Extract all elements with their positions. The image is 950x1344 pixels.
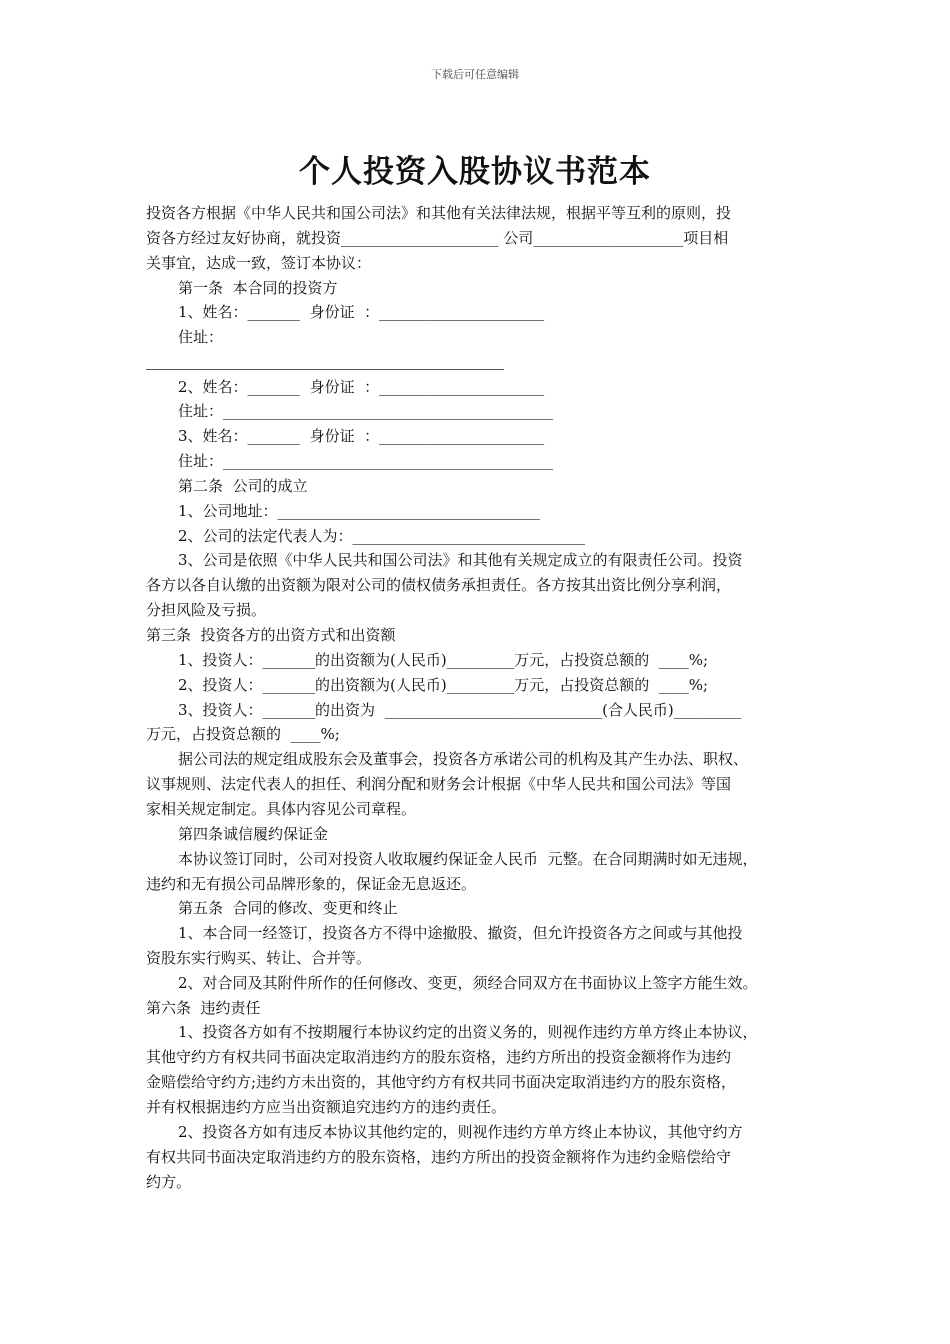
text-line: 1、投资人：_______的出资额为(人民币)_________万元，占投资总额的 ____%; xyxy=(178,651,709,669)
section-heading: 第三条 投资各方的出资方式和出资额 xyxy=(146,626,396,644)
text-line: 万元，占投资总额的 ____%; xyxy=(146,725,340,743)
text-line: 投资各方根据《中华人民共和国公司法》和其他有关法律法规，根据平等互利的原则，投 xyxy=(146,204,732,222)
text-line: 违约和无有损公司品牌形象的，保证金无息返还。 xyxy=(146,875,477,893)
investor-3-line: 3、姓名：_______ 身份证 ：______________________ xyxy=(178,427,545,445)
text-line: 1、公司地址：___________________________________ xyxy=(178,502,541,520)
section-heading: 第一条 本合同的投资方 xyxy=(178,279,338,297)
text-line: 2、公司的法定代表人为：_______________________________ xyxy=(178,527,586,545)
investor-1-line: 1、姓名：_______ 身份证 ：______________________ xyxy=(178,303,545,321)
investor-1-address: 住址： xyxy=(178,328,224,346)
page-header-note: 下载后可任意编辑 xyxy=(431,68,519,81)
text-line: 金赔偿给守约方;违约方未出资的，其他守约方有权共同书面决定取消违约方的股东资格， xyxy=(146,1073,737,1091)
text-line: 3、公司是依照《中华人民共和国公司法》和其他有关规定成立的有限责任公司。投资 xyxy=(178,551,743,569)
text-line: 有权共同书面决定取消违约方的股东资格，违约方所出的投资金额将作为违约金赔偿给守 xyxy=(146,1148,732,1166)
text-line: 资股东实行购买、转让、合并等。 xyxy=(146,949,372,967)
document-title: 个人投资入股协议书范本 xyxy=(299,154,651,190)
text-line: 分担风险及亏损。 xyxy=(146,601,267,619)
text-line: 资各方经过友好协商，就投资_____________________ 公司____________________项目相 xyxy=(146,229,729,247)
text-line: 并有权根据违约方应当出资额追究违约方的违约责任。 xyxy=(146,1098,507,1116)
address-underline xyxy=(146,369,504,370)
section-heading: 第二条 公司的成立 xyxy=(178,477,308,495)
text-line: 2、对合同及其附件所作的任何修改、变更，须经合同双方在书面协议上签字方能生效。 xyxy=(178,974,758,992)
text-line: 约方。 xyxy=(146,1173,192,1191)
section-heading: 第六条 违约责任 xyxy=(146,999,261,1017)
text-line: 2、投资人：_______的出资额为(人民币)_________万元，占投资总额的 ____%; xyxy=(178,676,709,694)
text-line: 1、本合同一经签订，投资各方不得中途撤股、撤资，但允许投资各方之间或与其他投 xyxy=(178,924,743,942)
investor-2-address: 住址：____________________________________________ xyxy=(178,402,554,420)
section-heading: 第四条诚信履约保证金 xyxy=(178,825,329,843)
text-line: 各方以各自认缴的出资额为限对公司的债权债务承担责任。各方按其出资比例分享利润， xyxy=(146,576,732,594)
text-line: 本协议签订同时，公司对投资人收取履约保证金人民币 元整。在合同期满时如无违规， xyxy=(178,850,758,868)
text-line: 议事规则、法定代表人的担任、利润分配和财务会计根据《中华人民共和国公司法》等国 xyxy=(146,775,732,793)
text-line: 据公司法的规定组成股东会及董事会，投资各方承诺公司的机构及其产生办法、职权、 xyxy=(178,750,749,768)
text-line: 家相关规定制定。具体内容见公司章程。 xyxy=(146,800,417,818)
text-line: 3、投资人：_______的出资为 _____________________________(合人民币)_________ xyxy=(178,701,742,719)
text-line: 1、投资各方如有不按期履行本协议约定的出资义务的，则视作违约方单方终止本协议， xyxy=(178,1023,758,1041)
investor-3-address: 住址：____________________________________________ xyxy=(178,452,554,470)
section-heading: 第五条 合同的修改、变更和终止 xyxy=(178,899,398,917)
text-line: 2、投资各方如有违反本协议其他约定的，则视作违约方单方终止本协议，其他守约方 xyxy=(178,1123,743,1141)
text-line: 关事宜，达成一致，签订本协议： xyxy=(146,254,372,272)
investor-2-line: 2、姓名：_______ 身份证 ：______________________ xyxy=(178,378,545,396)
text-line: 其他守约方有权共同书面决定取消违约方的股东资格，违约方所出的投资金额将作为违约 xyxy=(146,1048,732,1066)
